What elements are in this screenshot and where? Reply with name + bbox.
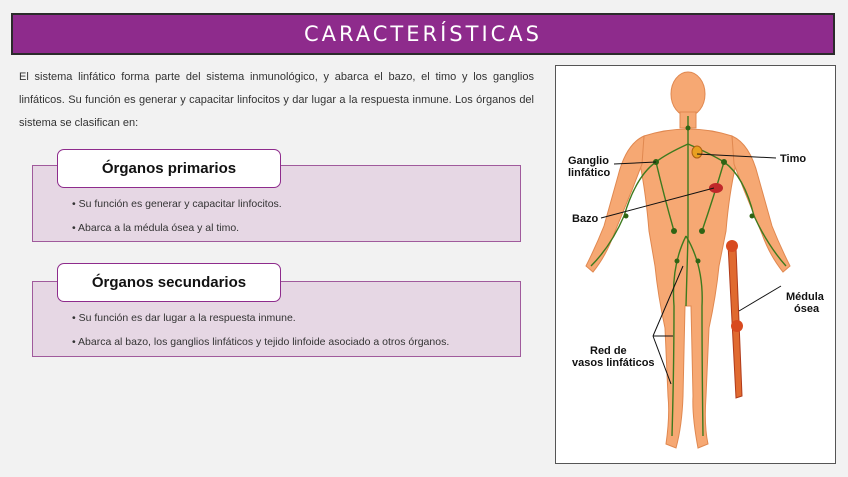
label-medula: Médula: [786, 291, 824, 303]
label-red: Red de: [590, 345, 627, 357]
lymphatic-system-figure: [555, 65, 836, 464]
slide-title: CARACTERÍSTICAS: [303, 22, 543, 46]
label-ganglio: Ganglio: [568, 155, 609, 167]
label-timo: Timo: [780, 153, 807, 165]
primary-organs-list: [72, 192, 282, 240]
label-bazo: Bazo: [572, 213, 599, 225]
list-item: • Su función es generar y capacitar linfocitos.: [72, 198, 282, 210]
list-item: • Su función es dar lugar a la respuesta inmune.: [72, 312, 296, 324]
list-item: • Abarca a la médula ósea y al timo.: [72, 222, 240, 234]
primary-organs-heading: Órganos primarios: [57, 149, 281, 188]
label-red-2: vasos linfáticos: [572, 357, 655, 369]
secondary-organs-heading: Órganos secundarios: [57, 263, 281, 302]
intro-paragraph: El sistema linfático forma parte del sistema inmunológico, y abarca el bazo, el timo y los ganglios linfáticos. Su función es generar y capacitar linfocitos y dar lugar a la respuesta inmune. Los órganos del sistema se clasifican en:: [19, 71, 534, 129]
secondary-organs-list: [72, 306, 449, 354]
body-illustration: [556, 66, 835, 463]
label-ganglio-2: linfático: [568, 167, 611, 179]
list-item: • Abarca al bazo, los ganglios linfáticos y tejido linfoide asociado a otros órganos.: [72, 336, 450, 348]
label-medula-2: ósea: [794, 303, 820, 315]
title-bar: [11, 13, 835, 55]
